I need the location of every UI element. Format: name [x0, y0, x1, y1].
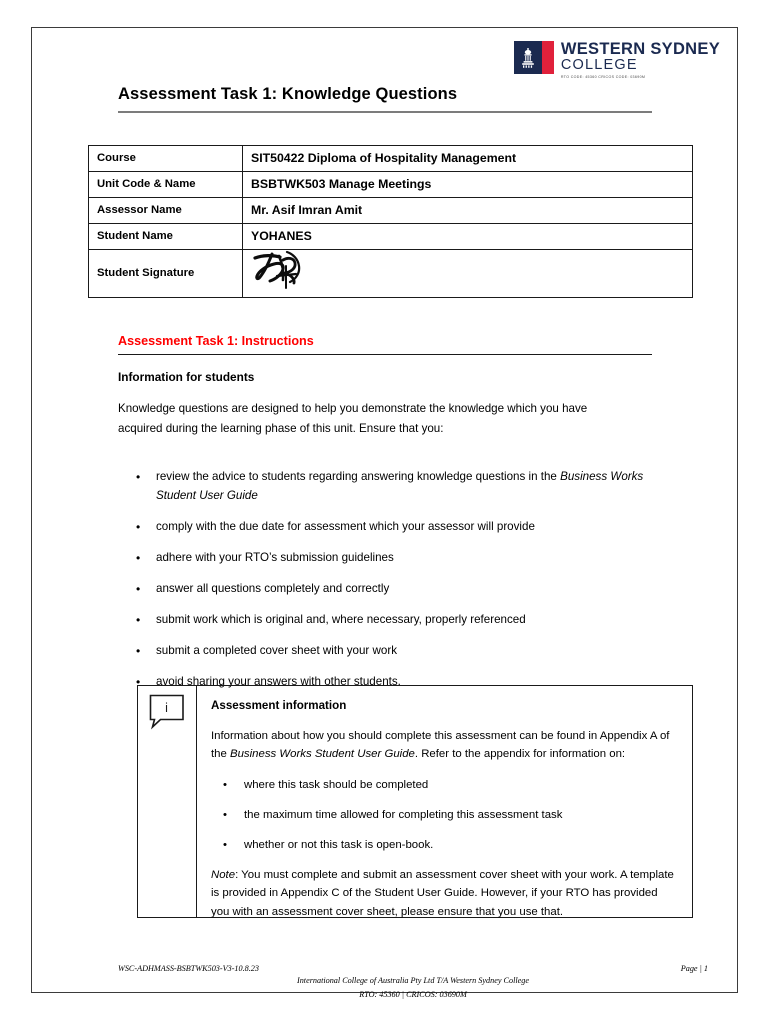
info-icon-column	[138, 686, 197, 917]
table-row	[89, 172, 693, 198]
list-item-text: avoid sharing your answers with other students.	[156, 674, 401, 688]
information-for-students-subheading: Information for students	[118, 370, 255, 384]
footer-top-row	[118, 964, 708, 973]
bullet-marker-icon: •	[136, 519, 141, 534]
list-item	[118, 518, 663, 537]
assessment-information-note: Note: You must complete and submit an assessment cover sheet with your work. A template is provided in Appendix C of the Student User Guide. However, if your RTO has provided you with an assessment cover sheet, please ensure that you use that.	[211, 868, 674, 918]
assessment-information-body	[197, 686, 692, 917]
list-item-text: review the advice to students regarding answering knowledge questions in the Business Works Student User Guide	[156, 470, 644, 502]
table-row	[89, 250, 693, 298]
instructions-intro-paragraph: Knowledge questions are designed to help you demonstrate the knowledge which you have acquired during the learning phase of this unit. Ensure that you:	[118, 402, 588, 435]
table-row	[89, 146, 693, 172]
logo-line-2: COLLEGE	[560, 57, 638, 73]
row-value-unit-code-name: BSBTWK503 Manage Meetings	[243, 172, 693, 198]
assessment-information-bullet-list	[211, 776, 678, 854]
page-footer	[118, 964, 708, 1001]
list-item-text: submit a completed cover sheet with your work	[156, 643, 397, 657]
bullet-marker-icon: •	[136, 643, 141, 658]
instructions-heading: Assessment Task 1: Instructions	[118, 334, 652, 355]
bullet-marker-icon: •	[136, 674, 141, 689]
logo-mark	[514, 41, 554, 74]
row-label-student-name: Student Name	[89, 224, 243, 250]
student-details-table	[88, 145, 693, 298]
bullet-marker-icon: •	[223, 838, 227, 851]
row-label-unit-code-name: Unit Code & Name	[89, 172, 243, 198]
logo-line-1: WESTERN SYDNEY	[560, 40, 720, 58]
list-item	[118, 611, 663, 630]
footer-registration-line: RTO: 45360 | CRICOS: 03690M	[359, 990, 467, 999]
table-row	[89, 198, 693, 224]
bullet-marker-icon: •	[136, 550, 141, 565]
bullet-marker-icon: •	[136, 581, 141, 596]
list-item-text: where this task should be completed	[244, 778, 429, 791]
row-value-student-name: YOHANES	[243, 224, 693, 250]
building-crest-icon	[519, 47, 537, 69]
row-value-course: SIT50422 Diploma of Hospitality Management	[243, 146, 693, 172]
bullet-marker-icon: •	[136, 612, 141, 627]
row-value-assessor-name: Mr. Asif Imran Amit	[243, 198, 693, 224]
western-sydney-college-logo	[514, 40, 720, 79]
list-item	[118, 642, 663, 661]
list-item-text: adhere with your RTO’s submission guidelines	[156, 550, 394, 564]
footer-organisation-line: International College of Australia Pty Ltd T/A Western Sydney College	[296, 976, 530, 985]
list-item-text: the maximum time allowed for completing this assessment task	[244, 808, 563, 821]
list-item	[118, 549, 663, 568]
logo-red-panel	[542, 41, 554, 74]
list-item-text: comply with the due date for assessment which your assessor will provide	[156, 519, 535, 533]
page-title: Assessment Task 1: Knowledge Questions	[118, 85, 652, 113]
logo-text	[561, 40, 720, 79]
assessment-information-paragraph: Information about how you should complete this assessment can be found in Appendix A of the Business Works Student User Guide. Refer to the appendix for information on:	[211, 729, 670, 760]
list-item	[211, 806, 678, 824]
list-item	[118, 580, 663, 599]
info-icon-letter: i	[165, 701, 168, 715]
info-speech-bubble-icon	[149, 694, 185, 732]
bullet-marker-icon: •	[223, 808, 227, 821]
logo-rto-cricos-codes: RTO CODE: 45360 CRICOS CODE: 03690M	[560, 75, 646, 79]
row-label-course: Course	[89, 146, 243, 172]
list-item-text: whether or not this task is open-book.	[244, 838, 434, 851]
assessment-information-title: Assessment information	[211, 699, 347, 712]
table-row	[89, 224, 693, 250]
list-item-text: submit work which is original and, where necessary, properly referenced	[156, 612, 526, 626]
assessment-information-box	[137, 685, 693, 918]
list-item	[211, 776, 678, 794]
instructions-bullet-list	[118, 468, 663, 704]
bullet-marker-icon: •	[136, 470, 141, 484]
logo-navy-panel	[514, 41, 542, 74]
row-label-assessor-name: Assessor Name	[89, 198, 243, 224]
row-value-student-signature	[243, 250, 693, 298]
bullet-marker-icon: •	[223, 778, 227, 791]
signature-ink	[249, 246, 319, 290]
list-item	[118, 468, 663, 505]
footer-document-code: WSC-ADHMASS-BSBTWK503-V3-10.8.23	[118, 964, 259, 973]
list-item-text: answer all questions completely and correctly	[156, 581, 390, 595]
document-page	[31, 27, 738, 999]
list-item	[211, 836, 678, 854]
footer-page-number: Page | 1	[680, 964, 708, 973]
row-label-student-signature: Student Signature	[89, 250, 243, 298]
